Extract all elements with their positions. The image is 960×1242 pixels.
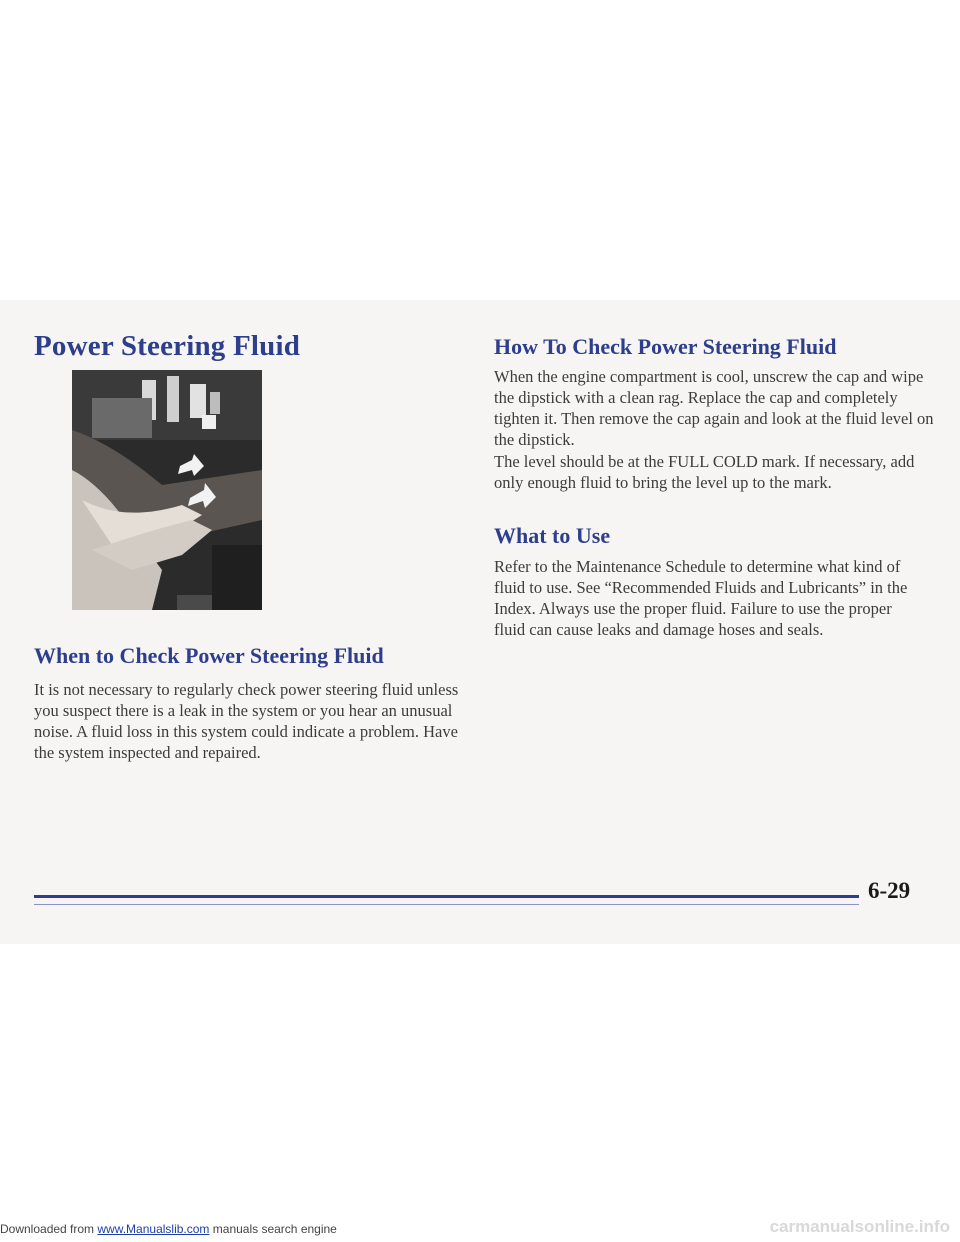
manualslib-link[interactable]: www.Manualslib.com	[97, 1222, 210, 1236]
page-number: 6-29	[868, 878, 911, 903]
footer-suffix: manuals search engine	[209, 1222, 337, 1236]
page-title: Power Steering Fluid	[34, 330, 301, 362]
footer-prefix: Downloaded from	[0, 1222, 98, 1236]
how-to-check-text-2: The level should be at the FULL COLD mark. If necessary, add only enough fluid to bring the level up to the mark.	[494, 452, 915, 492]
what-to-use-heading: What to Use	[494, 523, 611, 548]
how-to-check-heading: How To Check Power Steering Fluid	[494, 334, 837, 359]
download-footer	[0, 1222, 337, 1236]
watermark: carmanualsonline.info	[769, 1217, 950, 1236]
footer-rule-thick	[34, 895, 859, 898]
how-to-check-text-1: When the engine compartment is cool, unscrew the cap and wipe the dipstick with a clean rag. Replace the cap and completely tighten it. Then remove the cap again and look at the fluid level on the dipstick.	[494, 367, 934, 449]
when-to-check-heading: When to Check Power Steering Fluid	[34, 643, 384, 668]
what-to-use-text: Refer to the Maintenance Schedule to determine what kind of fluid to use. See “Recommended Fluids and Lubricants” in the Index. Always use the proper fluid. Failure to use the proper fluid can cause leaks and damage hoses and seals.	[494, 557, 908, 639]
when-to-check-text: It is not necessary to regularly check power steering fluid unless you suspect there is a leak in the system or you hear an unusual noise. A fluid loss in this system could indicate a problem. Have the system inspected and repaired.	[34, 680, 459, 762]
footer-rule-thin	[34, 904, 859, 905]
power-steering-dipstick-photo	[72, 370, 262, 610]
